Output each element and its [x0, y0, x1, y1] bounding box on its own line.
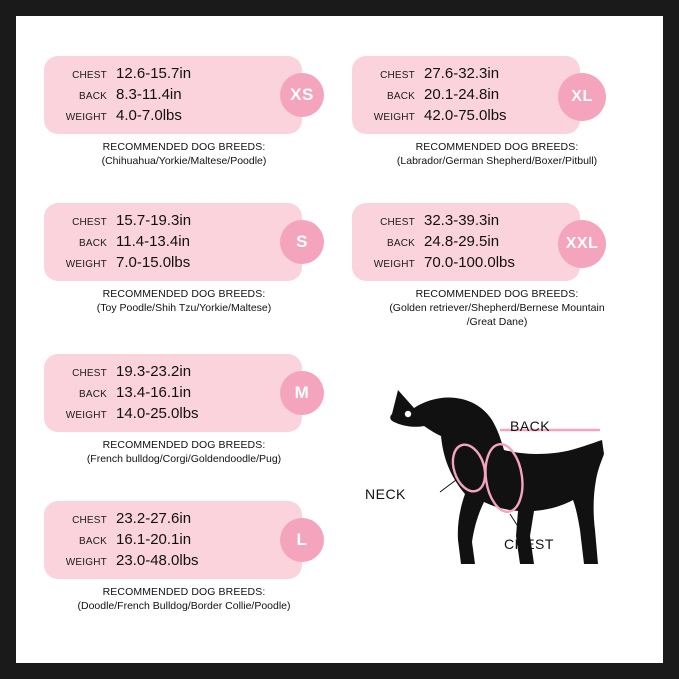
measurement-row-back	[44, 231, 302, 252]
back-label: BACK	[78, 389, 107, 400]
measurement-row-chest	[44, 210, 302, 231]
measurement-row-back	[44, 529, 302, 550]
breeds-header: RECOMMENDED DOG BREEDS:	[102, 288, 266, 300]
weight-label: WEIGHT	[65, 112, 107, 123]
breeds-list: (French bulldog/Corgi/Goldendoodle/Pug)	[86, 453, 282, 465]
size-badge-l: L	[280, 518, 324, 562]
breeds-xs	[44, 140, 324, 168]
back-value: 16.1-20.1in	[116, 531, 192, 548]
size-block-l	[44, 501, 324, 613]
breeds-m	[44, 438, 324, 466]
weight-value: 23.0-48.0lbs	[116, 552, 199, 569]
back-diagram-label: BACK	[510, 418, 551, 434]
breeds-xl	[352, 140, 642, 168]
breeds-header: RECOMMENDED DOG BREEDS:	[102, 439, 266, 451]
weight-label: WEIGHT	[373, 112, 415, 123]
neck-diagram-label: NECK	[365, 486, 406, 502]
size-card-m	[44, 354, 310, 432]
chest-value: 32.3-39.3in	[424, 212, 500, 229]
chest-value: 19.3-23.2in	[116, 363, 192, 380]
measurement-rows	[352, 63, 580, 126]
weight-label: WEIGHT	[65, 557, 107, 568]
back-value: 24.8-29.5in	[424, 233, 500, 250]
breeds-s	[44, 287, 324, 315]
weight-value: 14.0-25.0lbs	[116, 405, 199, 422]
back-label: BACK	[78, 91, 107, 102]
back-label: BACK	[386, 238, 415, 249]
measurement-row-chest	[44, 63, 302, 84]
weight-value: 7.0-15.0lbs	[116, 254, 191, 271]
size-card-l	[44, 501, 308, 579]
chest-label: CHEST	[72, 70, 107, 81]
size-badge-m: M	[280, 371, 324, 415]
chest-label: CHEST	[380, 70, 415, 81]
back-label: BACK	[386, 91, 415, 102]
size-badge-xxl: XXL	[558, 220, 606, 268]
weight-value: 42.0-75.0lbs	[424, 107, 507, 124]
chest-label: CHEST	[380, 217, 415, 228]
measurement-row-back	[44, 84, 302, 105]
weight-label: WEIGHT	[373, 259, 415, 270]
measurement-row-weight	[352, 105, 580, 126]
breeds-l	[44, 585, 324, 613]
breeds-xxl	[352, 287, 642, 329]
chest-value: 27.6-32.3in	[424, 65, 500, 82]
dog-measurement-diagram	[352, 368, 652, 628]
breeds-header: RECOMMENDED DOG BREEDS:	[102, 586, 266, 598]
breeds-list-line1: (Golden retriever/Shepherd/Bernese Mountain	[389, 302, 605, 314]
breeds-header: RECOMMENDED DOG BREEDS:	[415, 288, 579, 300]
size-block-s	[44, 203, 324, 315]
back-value: 8.3-11.4in	[116, 86, 182, 103]
measurement-row-weight	[44, 105, 302, 126]
measurement-row-chest	[352, 63, 580, 84]
breeds-list: (Toy Poodle/Shih Tzu/Yorkie/Maltese)	[96, 302, 272, 314]
size-card-xs	[44, 56, 314, 134]
measurement-row-back	[352, 231, 580, 252]
breeds-header: RECOMMENDED DOG BREEDS:	[415, 141, 579, 153]
size-badge-xs: XS	[280, 73, 324, 117]
neck-leader-line	[440, 480, 456, 492]
size-block-m	[44, 354, 324, 466]
breeds-list: (Labrador/German Shepherd/Boxer/Pitbull)	[396, 155, 598, 167]
back-value: 13.4-16.1in	[116, 384, 192, 401]
chest-label: CHEST	[72, 368, 107, 379]
weight-label: WEIGHT	[65, 259, 107, 270]
size-card-xxl	[352, 203, 599, 281]
size-badge-s: S	[280, 220, 324, 264]
chest-value: 12.6-15.7in	[116, 65, 192, 82]
size-block-xl	[352, 56, 642, 168]
back-value: 20.1-24.8in	[424, 86, 500, 103]
chest-value: 15.7-19.3in	[116, 212, 192, 229]
weight-value: 70.0-100.0lbs	[424, 254, 515, 271]
breeds-header: RECOMMENDED DOG BREEDS:	[102, 141, 266, 153]
measurement-row-weight	[44, 403, 302, 424]
back-value: 11.4-13.4in	[116, 233, 190, 250]
measurement-row-weight	[44, 252, 302, 273]
weight-value: 4.0-7.0lbs	[116, 107, 182, 124]
measurement-row-back	[352, 84, 580, 105]
measurement-rows	[44, 63, 302, 126]
size-card-xl	[352, 56, 593, 134]
chest-label: CHEST	[72, 217, 107, 228]
breeds-list: (Doodle/French Bulldog/Border Collie/Poodle)	[77, 600, 291, 612]
size-block-xxl	[352, 203, 642, 329]
chest-label: CHEST	[72, 515, 107, 526]
measurement-row-back	[44, 382, 302, 403]
size-block-xs	[44, 56, 324, 168]
breeds-list: (Chihuahua/Yorkie/Maltese/Poodle)	[101, 155, 267, 167]
back-label: BACK	[78, 536, 107, 547]
size-card-s	[44, 203, 308, 281]
measurement-rows	[44, 210, 302, 273]
measurement-row-weight	[352, 252, 580, 273]
measurement-row-chest	[44, 361, 302, 382]
measurement-row-chest	[44, 508, 302, 529]
chest-value: 23.2-27.6in	[116, 510, 192, 527]
measurement-row-weight	[44, 550, 302, 571]
breeds-list-line2: /Great Dane)	[466, 316, 528, 328]
size-chart-page	[16, 16, 663, 663]
measurement-rows	[44, 508, 302, 571]
back-label: BACK	[78, 238, 107, 249]
weight-label: WEIGHT	[65, 410, 107, 421]
size-badge-xl: XL	[558, 73, 606, 121]
dog-eye-icon	[405, 411, 411, 417]
measurement-rows	[44, 361, 302, 424]
measurement-row-chest	[352, 210, 580, 231]
measurement-rows	[352, 210, 580, 273]
chest-diagram-label: CHEST	[504, 536, 554, 552]
